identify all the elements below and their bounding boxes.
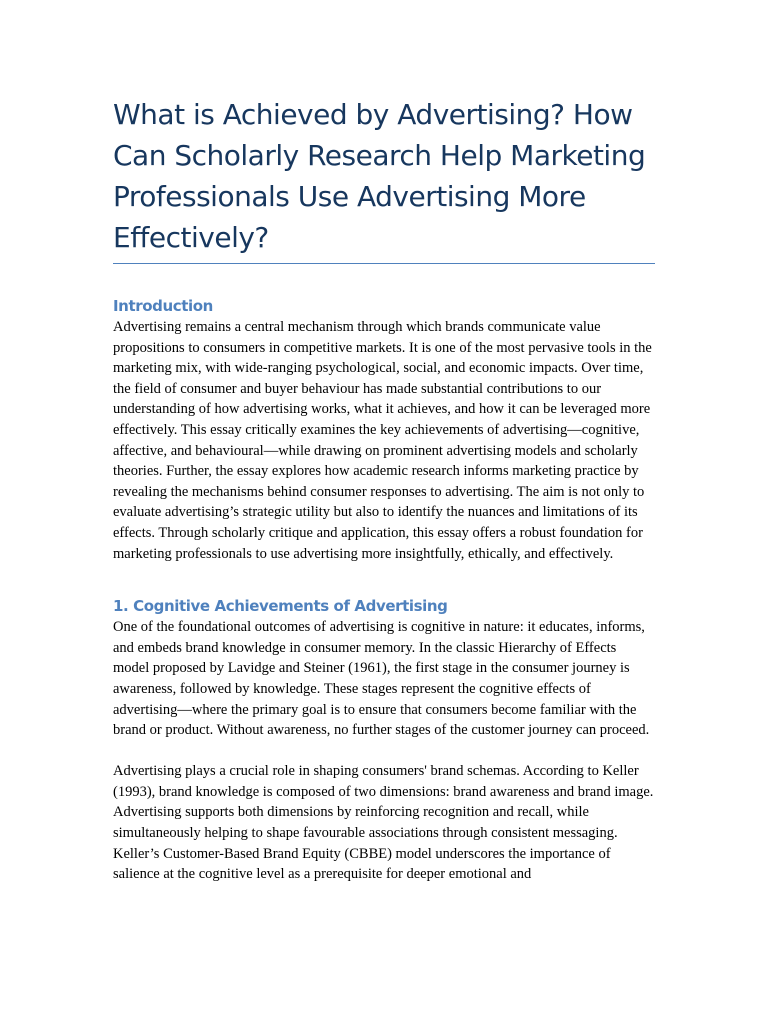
document-title: What is Achieved by Advertising? How Can Scholarly Research Help Marketing Professionals Use Advertising More Effectively?: [113, 98, 646, 254]
cognitive-paragraph-1: One of the foundational outcomes of advertising is cognitive in nature: it educates, informs, and embeds brand knowledge in consumer memory. In the classic Hierarchy of Effects model proposed by Lavidge and Steiner (1961), the first stage in the consumer journey is awareness, followed by knowledge. These stages represent the cognitive effects of advertising—where the primary goal is to ensure that consumers become familiar with the brand or product. Without awareness, no further stages of the customer journey can proceed.: [113, 619, 650, 739]
section-heading-introduction: Introduction: [113, 297, 213, 315]
cognitive-paragraph-2: Advertising plays a crucial role in shaping consumers' brand schemas. According to Keller (1993), brand knowledge is composed of two dimensions: brand awareness and brand image. Advertising supports both dimensions by reinforcing recognition and recall, while simultaneously helping to shape favourable associations through consistent messaging. Keller’s Customer-Based Brand Equity (CBBE) model underscores the importance of salience at the cognitive level as a prerequisite for deeper emotional and: [113, 763, 654, 883]
document-body: [113, 94, 655, 885]
introduction-paragraph: Advertising remains a central mechanism through which brands communicate value propositions to consumers in competitive markets. It is one of the most pervasive tools in the marketing mix, with wide-ranging psychological, social, and economic impacts. Over time, the field of consumer and buyer behaviour has made substantial contributions to our understanding of how advertising works, what it achieves, and how it can be leveraged more effectively. This essay critically examines the key achievements of advertising—cognitive, affective, and behavioural—while drawing on prominent advertising models and scholarly theories. Further, the essay explores how academic research informs marketing practice by revealing the mechanisms behind consumer responses to advertising. The aim is not only to evaluate advertising’s strategic utility but also to identify the nuances and limitations of its effects. Through scholarly critique and application, this essay offers a robust foundation for marketing professionals to use advertising more insightfully, ethically, and effectively.: [113, 319, 652, 562]
title-divider: [113, 263, 655, 264]
section-heading-cognitive-achievements: 1. Cognitive Achievements of Advertising: [113, 597, 448, 616]
